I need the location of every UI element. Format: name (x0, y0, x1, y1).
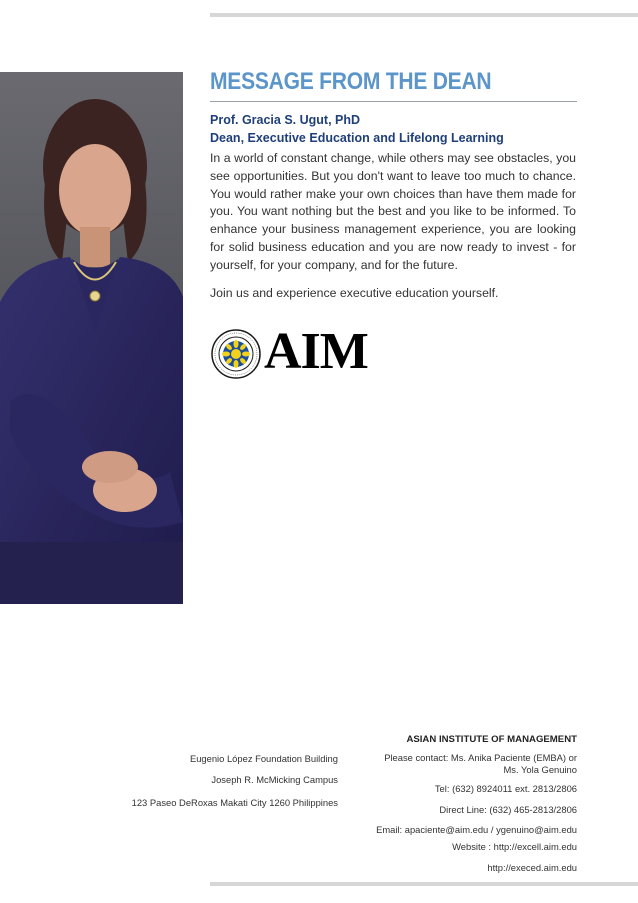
aim-seal-icon (210, 328, 262, 380)
contact-line-1: Please contact: Ms. Anika Paciente (EMBA) or (384, 752, 577, 763)
direct-line: Direct Line: (632) 465-2813/2806 (439, 804, 577, 815)
message-paragraph-1: In a world of constant change, while others may see obstacles, you see opportunities. But you don't want to leave too much to chance. You would rather make your own choices than have them made for you. You want nothing but the best and you like to be informed. To enhance your business management experience, you are looking for solid business education and you are now ready to invest - for yourself, for your company, and for the future. (210, 151, 576, 272)
author-name: Prof. Gracia S. Ugut, PhD (210, 113, 361, 127)
website-link-excell[interactable]: Website : http://excell.aim.edu (452, 841, 577, 852)
website-link-execed[interactable]: http://execed.aim.edu (487, 862, 577, 873)
dean-portrait-photo (0, 72, 183, 604)
address-campus: Joseph R. McMicking Campus (211, 774, 338, 785)
author-position: Dean, Executive Education and Lifelong Learning (210, 131, 504, 145)
telephone: Tel: (632) 8924011 ext. 2813/2806 (434, 783, 577, 794)
top-decorative-rule (210, 13, 638, 17)
author-block (210, 111, 504, 147)
email-contact[interactable]: Email: apaciente@aim.edu / ygenuino@aim.edu (376, 824, 577, 835)
message-paragraph-2: Join us and experience executive education yourself. (210, 286, 499, 300)
address-building: Eugenio López Foundation Building (189, 753, 338, 764)
address-street: 123 Paseo DeRoxas Makati City 1260 Philippines (131, 797, 338, 808)
aim-wordmark: AIM (264, 323, 368, 380)
page-title: MESSAGE FROM THE DEAN (210, 68, 492, 95)
institution-name: ASIAN INSTITUTE OF MANAGEMENT (406, 734, 577, 745)
contact-line-2: Ms. Yola Genuino (503, 764, 577, 775)
aim-logo (210, 323, 368, 380)
title-divider (210, 101, 577, 102)
bottom-decorative-rule (210, 882, 638, 886)
